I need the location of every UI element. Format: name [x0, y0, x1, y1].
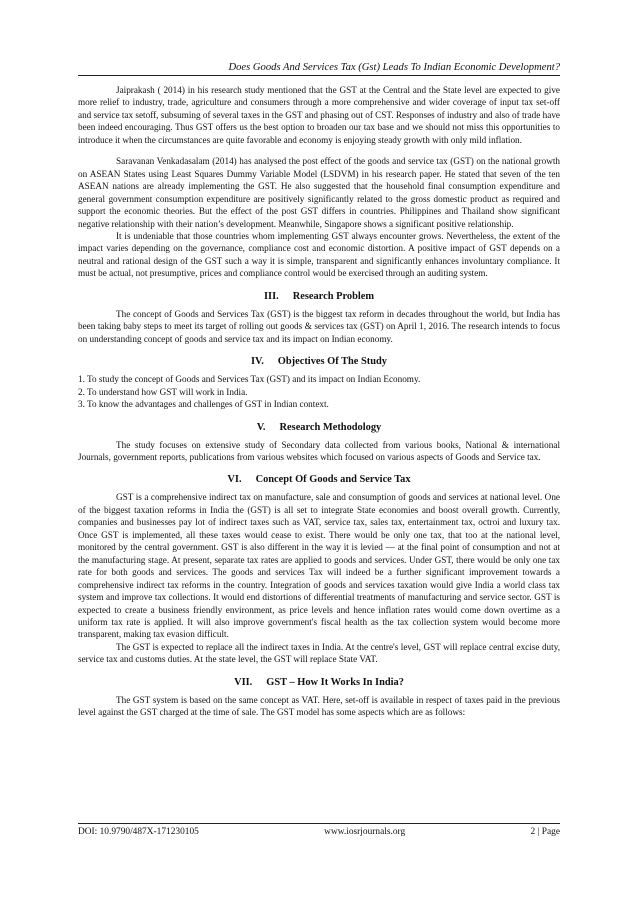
section-number: VII.	[234, 676, 253, 688]
page-footer	[78, 823, 560, 837]
running-title: Does Goods And Services Tax (Gst) Leads To Indian Economic Development?	[78, 62, 560, 76]
section-number: VI.	[227, 474, 242, 486]
section-title: Concept Of Goods and Service Tax	[255, 474, 411, 486]
paragraph-gap	[78, 146, 560, 155]
section-title: GST – How It Works In India?	[266, 676, 404, 688]
section-number: IV.	[250, 356, 264, 368]
literature-paragraph-impact: It is undeniable that those countries whom implementing GST always encounter grows. Nevertheless, the extent of the impact varies depending on the governance, compliance cost and economic distortion. A positive impact of GST depends on a neutral and rational design of the GST such a way it is simple, transparent and significantly enhances involuntary compliance. It must be actual, not presumptive, prices and compliance control would be exercised through an auditing system.	[78, 230, 560, 279]
section-heading-gst-concept	[78, 473, 560, 486]
section-title: Research Methodology	[279, 421, 382, 433]
footer-doi: DOI: 10.9790/487X-171230105	[78, 827, 199, 837]
section-heading-research-problem	[78, 290, 560, 303]
section-number: III.	[263, 290, 279, 302]
literature-paragraph-jaiprakash: Jaiprakash ( 2014) in his research study mentioned that the GST at the Central and the State level are expected to give more relief to industry, trade, agriculture and consumers through a more comprehensive and wider coverage of input tax set-off and service tax setoff, subsuming of several taxes in the GST and phasing out of CST. Responses of industry and also of trade have been indeed encouraging. Thus GST offers us the best option to broaden our tax base and we should not miss this opportunities to introduce it when the circumstances are quite favorable and economy is enjoying steady growth with only mild inflation.	[78, 85, 560, 145]
section-title: Research Problem	[292, 290, 374, 302]
section-heading-methodology	[78, 421, 560, 434]
section-heading-objectives	[78, 355, 560, 368]
literature-paragraph-saravanan: Saravanan Venkadasalam (2014) has analysed the post effect of the goods and service tax (GST) on the national growth on ASEAN States using Least Squares Dummy Variable Model (LSDVM) in his research paper. He stated that seven of the ten ASEAN nations are already implementing the GST. He also suggested that the household final consumption expenditure and general government consumption expenditure are positively significantly related to the gross domestic product as required and support the economic theories. But the effect of the post GST differs in countries. Philippines and Thailand show significant negative relationship with their nation’s development. Meanwhile, Singapore shows a significant positive relationship.	[78, 156, 560, 229]
how-it-works-paragraph: The GST system is based on the same concept as VAT. Here, set-off is available in respect of taxes paid in the previous level against the GST charged at the time of sale. The GST model has some aspects which are as follows:	[78, 694, 560, 718]
methodology-paragraph: The study focuses on extensive study of Secondary data collected from various books, National & international Journals, government reports, publications from various websites which focused on various aspects of Goods and Service tax.	[78, 439, 560, 462]
research-problem-paragraph: The concept of Goods and Services Tax (GST) is the biggest tax reform in decades throughout the world, but India has been taking baby steps to meet its target of rolling out goods & services tax (GST) on April 1, 2016. The research intends to focus on understanding concept of goods and service tax and its impact on Indian economy.	[78, 308, 560, 344]
section-title: Objectives Of The Study	[277, 356, 387, 368]
section-number: V.	[256, 421, 266, 433]
section-heading-how-it-works	[78, 676, 560, 689]
objective-item: 2. To understand how GST will work in India.	[78, 386, 248, 397]
objective-item: 3. To know the advantages and challenges of GST in Indian context.	[78, 399, 329, 410]
footer-website: www.iosrjournals.org	[324, 827, 406, 837]
objective-item: 1. To study the concept of Goods and Services Tax (GST) and its impact on Indian Economy.	[78, 374, 421, 385]
page-body	[78, 84, 560, 719]
gst-replacement-paragraph: The GST is expected to replace all the indirect taxes in India. At the centre's level, GST will replace central excise duty, service tax and customs duties. At the state level, the GST will replace State VAT.	[78, 641, 560, 665]
footer-page-number: 2 | Page	[530, 827, 560, 837]
gst-concept-paragraph: GST is a comprehensive indirect tax on manufacture, sale and consumption of goods and services at national level. One of the biggest taxation reforms in India the (GST) is all set to integrate State economies and boost overall growth. Currently, companies and businesses pay lot of indirect taxes such as VAT, service tax, sales tax, entertainment tax, octroi and luxury tax. Once GST is implemented, all these taxes would cease to exist. There would be only one tax, that too at the national level, monitored by the central government. GST is also different in the way it is levied — at the final point of consumption and not at the manufacturing stage. At present, separate tax rates are applied to goods and services. Under GST, there would be only one tax rate for both goods and services. The goods and services Tax will indeed be a further significant improvement towards a comprehensive indirect tax reforms in the country. Integration of goods and services taxation would give India a world class tax system and improve tax collections. It would end distortions of differential treatments of manufacturing and service sector. GST is expected to create a business friendly environment, as price levels and hence inflation rates would come down overtime as a uniform tax rate is applied. It will also improve government's fiscal health as the tax collection system would become more transparent, making tax evasion difficult.	[78, 492, 560, 640]
